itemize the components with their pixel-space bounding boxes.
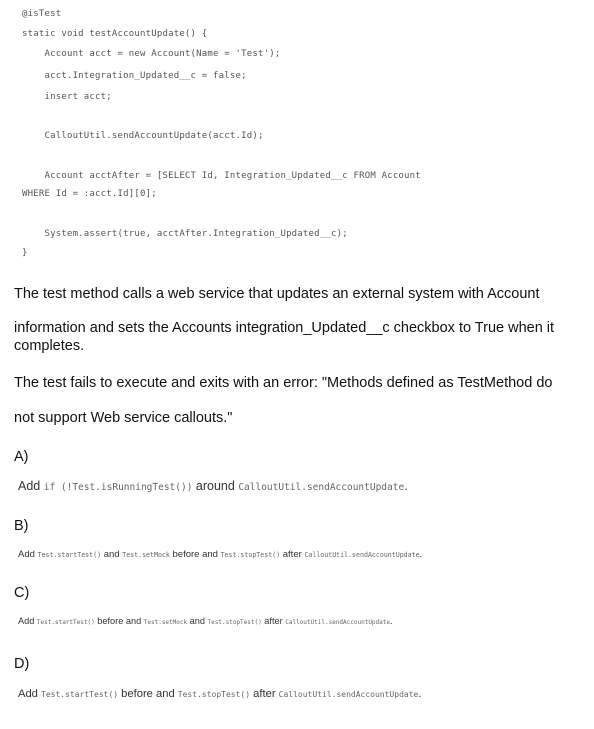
option-c-text: Add Test.startTest() before and Test.setMock and Test.stopTest() after CalloutUtil.sendAccountUpdate. [18,616,393,626]
code-line: static void testAccountUpdate() { [22,29,208,39]
question-text: The test method calls a web service that updates an external system with Account [14,286,540,302]
option-b-text: Add Test.startTest() and Test.setMock before and Test.stopTest() after CalloutUtil.sendAccountUpdate. [18,549,423,560]
option-a-text: Add if (!Test.isRunningTest()) around CalloutUtil.sendAccountUpdate. [18,479,408,493]
question-text: not support Web service callouts." [14,410,233,426]
code-line: @isTest [22,9,62,19]
option-d-text: Add Test.startTest() before and Test.stopTest() after CalloutUtil.sendAccountUpdate. [18,688,422,700]
option-d-letter: D) [14,656,30,672]
code-line: insert acct; [22,92,112,102]
option-c-letter: C) [14,585,30,601]
option-b-letter: B) [14,518,29,534]
code-line: WHERE Id = :acct.Id][0]; [22,189,157,199]
question-text: information and sets the Accounts integration_Updated__c checkbox to True when it completes. [14,320,555,354]
option-a-letter: A) [14,449,29,465]
code-line: Account acct = new Account(Name = 'Test'); [22,49,281,59]
code-line: CalloutUtil.sendAccountUpdate(acct.Id); [22,131,264,141]
question-text: The test fails to execute and exits with an error: "Methods defined as TestMethod do [14,375,553,391]
code-sample [0,0,594,266]
code-line: Account acctAfter = [SELECT Id, Integration_Updated__c FROM Account [22,171,421,181]
code-line: } [22,248,28,258]
code-line: acct.Integration_Updated__c = false; [22,71,247,81]
code-line: System.assert(true, acctAfter.Integration_Updated__c); [22,229,348,239]
